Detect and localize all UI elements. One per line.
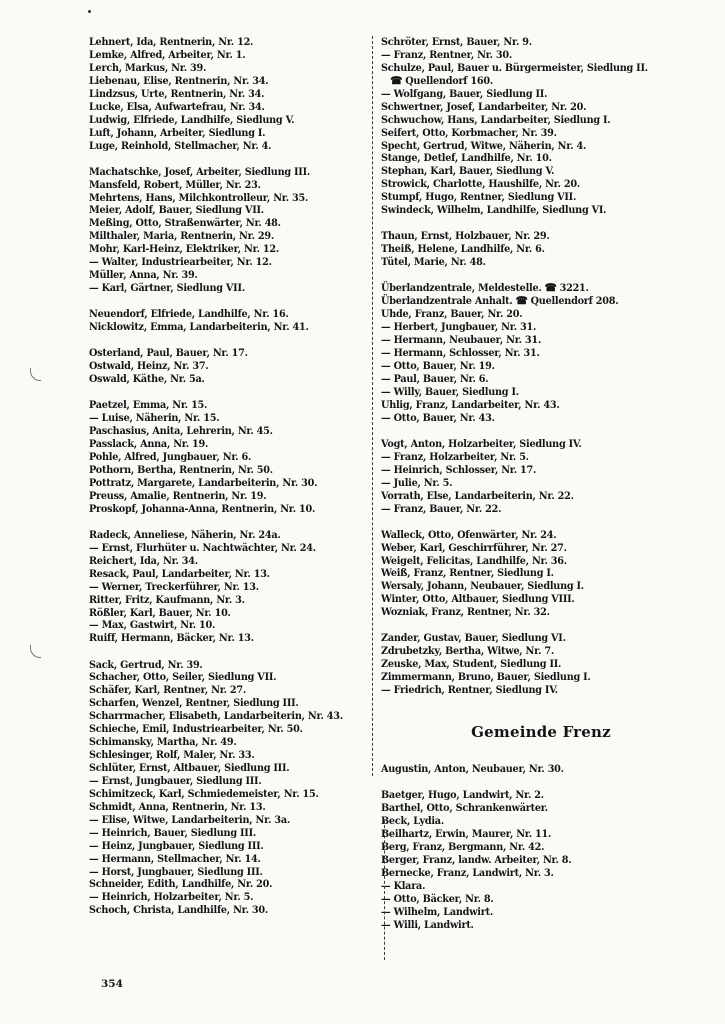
directory-entry: Lucke, Elsa, Aufwartefrau, Nr. 34. [89, 100, 265, 113]
directory-entry: Ritter, Fritz, Kaufmann, Nr. 3. [89, 593, 245, 606]
directory-entry: Schimansky, Martha, Nr. 49. [89, 736, 237, 749]
right-column [381, 36, 681, 945]
print-dot [88, 10, 91, 13]
directory-entry: Baetger, Hugo, Landwirt, Nr. 2. [381, 789, 544, 802]
directory-entry: — Otto, Bäcker, Nr. 8. [381, 892, 494, 905]
directory-entry: — Otto, Bauer, Nr. 43. [381, 411, 495, 424]
directory-entry: Neuendorf, Elfriede, Landhilfe, Nr. 16. [89, 308, 289, 321]
directory-entry: — Franz, Holzarbeiter, Nr. 5. [381, 450, 529, 463]
directory-entry: Schulze, Paul, Bauer u. Bürgermeister, Siedlung II. [381, 61, 648, 74]
directory-entry: Pottratz, Margarete, Landarbeiterin, Nr. 30. [89, 476, 318, 489]
directory-entry: — Franz, Rentner, Nr. 30. [381, 48, 513, 61]
directory-entry: Barthel, Otto, Schrankenwärter. [381, 802, 548, 815]
directory-entry: Scharrmacher, Elisabeth, Landarbeiterin, Nr. 43. [89, 710, 343, 723]
directory-entry: Oswald, Käthe, Nr. 5a. [89, 373, 205, 386]
directory-entry: Schieche, Emil, Industriearbeiter, Nr. 50. [89, 723, 303, 736]
directory-entry: Bernecke, Franz, Landwirt, Nr. 3. [381, 866, 554, 879]
directory-entry: Specht, Gertrud, Witwe, Näherin, Nr. 4. [381, 139, 587, 152]
directory-entry: Schoch, Christa, Landhilfe, Nr. 30. [89, 904, 269, 917]
section-heading: Gemeinde Frenz [471, 723, 611, 742]
column-divider [372, 36, 373, 776]
directory-entry: Schimitzeck, Karl, Schmiedemeister, Nr. 15. [89, 787, 319, 800]
directory-entry: Schneider, Edith, Landhilfe, Nr. 20. [89, 878, 273, 891]
directory-entry: Weiß, Franz, Rentner, Siedlung I. [381, 567, 554, 580]
directory-entry: — Herbert, Jungbauer, Nr. 31. [381, 321, 537, 334]
directory-entry: — Willy, Bauer, Siedlung I. [381, 385, 519, 398]
directory-entry: — Paul, Bauer, Nr. 6. [381, 372, 489, 385]
directory-entry: Schäfer, Karl, Rentner, Nr. 27. [89, 684, 247, 697]
directory-entry: Beck, Lydia. [381, 815, 444, 828]
directory-entry: — Ernst, Jungbauer, Siedlung III. [89, 774, 262, 787]
margin-mark [30, 645, 41, 658]
directory-entry: Luge, Reinhold, Stellmacher, Nr. 4. [89, 139, 272, 152]
entry-group [381, 763, 681, 776]
directory-entry: ☎ Quellendorf 160. [390, 74, 493, 87]
entry-group [89, 166, 359, 295]
directory-entry: Überlandzentrale Anhalt. ☎ Quellendorf 208. [381, 295, 619, 308]
directory-entry: Ostwald, Heinz, Nr. 37. [89, 360, 209, 373]
entry-group [381, 438, 681, 516]
directory-entry: Müller, Anna, Nr. 39. [89, 269, 198, 282]
directory-entry: Wersaly, Johann, Neubauer, Siedlung I. [381, 580, 584, 593]
entry-group [381, 230, 681, 269]
directory-entry: — Heinrich, Holzarbeiter, Nr. 5. [89, 891, 254, 904]
directory-entry: Scharfen, Wenzel, Rentner, Siedlung III. [89, 697, 299, 710]
directory-entry: Passlack, Anna, Nr. 19. [89, 438, 209, 451]
entry-group [381, 632, 681, 697]
directory-entry: — Hermann, Schlosser, Nr. 31. [381, 347, 540, 359]
directory-entry: Lemke, Alfred, Arbeiter, Nr. 1. [89, 48, 246, 61]
entry-group [89, 529, 359, 645]
directory-entry: Lehnert, Ida, Rentnerin, Nr. 12. [89, 36, 254, 48]
directory-entry: Machatschke, Josef, Arbeiter, Siedlung III. [89, 165, 311, 178]
column-divider-lower [384, 820, 385, 960]
directory-entry: Swindeck, Wilhelm, Landhilfe, Siedlung VI. [381, 204, 607, 217]
directory-entry: Berg, Franz, Bergmann, Nr. 42. [381, 840, 545, 853]
directory-entry: Proskopf, Johanna-Anna, Rentnerin, Nr. 10. [89, 502, 316, 515]
directory-entry: Osterland, Paul, Bauer, Nr. 17. [89, 347, 248, 360]
entry-group [381, 529, 681, 620]
directory-entry: — Wolfgang, Bauer, Siedlung II. [381, 87, 548, 100]
directory-entry: Schacher, Otto, Seiler, Siedlung VII. [89, 671, 277, 684]
directory-entry: Luft, Johann, Arbeiter, Siedlung I. [89, 126, 266, 139]
directory-entry: Zander, Gustav, Bauer, Siedlung VI. [381, 632, 566, 645]
directory-entry: Augustin, Anton, Neubauer, Nr. 30. [381, 763, 564, 776]
directory-entry: — Willi, Landwirt. [381, 918, 474, 931]
directory-entry: Weber, Karl, Geschirrführer, Nr. 27. [381, 541, 567, 554]
directory-entry: Überlandzentrale, Meldestelle. ☎ 3221. [381, 282, 589, 295]
directory-entry: Pohle, Alfred, Jungbauer, Nr. 6. [89, 451, 252, 463]
directory-entry: Meßing, Otto, Straßenwärter, Nr. 48. [89, 217, 281, 230]
directory-entry: Rößler, Karl, Bauer, Nr. 10. [89, 606, 231, 619]
directory-entry: Vogt, Anton, Holzarbeiter, Siedlung IV. [381, 437, 582, 450]
directory-entry: Vorrath, Else, Landarbeiterin, Nr. 22. [381, 489, 574, 502]
directory-entry: Lindzsus, Urte, Rentnerin, Nr. 34. [89, 87, 265, 100]
directory-entry: — Werner, Treckerführer, Nr. 13. [89, 580, 259, 593]
directory-entry: — Wilhelm, Landwirt. [381, 905, 493, 918]
directory-entry: Winter, Otto, Altbauer, Siedlung VIII. [381, 593, 575, 606]
margin-mark [30, 368, 41, 381]
directory-entry: Liebenau, Elise, Rentnerin, Nr. 34. [89, 74, 269, 87]
directory-entry: — Friedrich, Rentner, Siedlung IV. [381, 684, 558, 697]
directory-entry: Stumpf, Hugo, Rentner, Siedlung VII. [381, 191, 577, 204]
directory-entry: — Klara. [381, 879, 426, 892]
directory-entry: Uhde, Franz, Bauer, Nr. 20. [381, 308, 523, 321]
directory-entry: Beilhartz, Erwin, Maurer, Nr. 11. [381, 828, 552, 840]
entry-group [381, 789, 681, 931]
directory-entry: Stange, Detlef, Landhilfe, Nr. 10. [381, 152, 552, 165]
directory-entry: Zeuske, Max, Student, Siedlung II. [381, 658, 562, 671]
directory-entry: Radeck, Anneliese, Näherin, Nr. 24a. [89, 528, 281, 541]
directory-entry: — Franz, Bauer, Nr. 22. [381, 502, 502, 515]
directory-entry: — Heinrich, Bauer, Siedlung III. [89, 826, 257, 839]
directory-entry: Zimmermann, Bruno, Bauer, Siedlung I. [381, 671, 591, 684]
directory-entry: Schlüter, Ernst, Altbauer, Siedlung III. [89, 762, 290, 774]
directory-entry: Ruiff, Hermann, Bäcker, Nr. 13. [89, 632, 254, 645]
directory-entry: Reichert, Ida, Nr. 34. [89, 554, 198, 567]
directory-entry: Lerch, Markus, Nr. 39. [89, 61, 207, 74]
directory-entry: Wozniak, Franz, Rentner, Nr. 32. [381, 606, 550, 619]
entry-group [89, 347, 359, 386]
directory-entry: Mansfeld, Robert, Müller, Nr. 23. [89, 178, 261, 191]
entry-group [381, 282, 681, 424]
entry-group [89, 659, 359, 918]
left-column [89, 36, 359, 930]
directory-entry: — Heinz, Jungbauer, Siedlung III. [89, 839, 264, 852]
directory-entry: Nicklowitz, Emma, Landarbeiterin, Nr. 41. [89, 321, 309, 334]
directory-entry: Stephan, Karl, Bauer, Siedlung V. [381, 165, 555, 178]
directory-entry: — Elise, Witwe, Landarbeiterin, Nr. 3a. [89, 813, 291, 826]
directory-entry: — Otto, Bauer, Nr. 19. [381, 359, 495, 372]
directory-entry: Thaun, Ernst, Holzbauer, Nr. 29. [381, 230, 550, 243]
directory-entry: — Heinrich, Schlosser, Nr. 17. [381, 463, 537, 476]
directory-entry: — Hermann, Neubauer, Nr. 31. [381, 334, 542, 347]
directory-entry: Mehrtens, Hans, Milchkontrolleur, Nr. 35. [89, 191, 309, 204]
directory-entry: — Karl, Gärtner, Siedlung VII. [89, 282, 245, 295]
entry-group [89, 36, 359, 152]
directory-entry: Milthaler, Maria, Rentnerin, Nr. 29. [89, 230, 275, 243]
directory-entry: Paetzel, Emma, Nr. 15. [89, 399, 208, 412]
directory-entry: Meier, Adolf, Bauer, Siedlung VII. [89, 204, 264, 217]
directory-entry: Resack, Paul, Landarbeiter, Nr. 13. [89, 567, 270, 580]
directory-entry: Weigelt, Felicitas, Landhilfe, Nr. 36. [381, 554, 567, 567]
directory-entry: Ludwig, Elfriede, Landhilfe, Siedlung V. [89, 113, 295, 126]
directory-entry: — Horst, Jungbauer, Siedlung III. [89, 865, 263, 878]
directory-entry: Mohr, Karl-Heinz, Elektriker, Nr. 12. [89, 243, 279, 256]
directory-entry: Theiß, Helene, Landhilfe, Nr. 6. [381, 243, 545, 256]
entry-group [381, 36, 681, 217]
directory-entry: Zdrubetzky, Bertha, Witwe, Nr. 7. [381, 645, 554, 658]
entry-group [89, 399, 359, 515]
directory-entry: Uhlig, Franz, Landarbeiter, Nr. 43. [381, 398, 560, 411]
directory-entry: Sack, Gertrud, Nr. 39. [89, 658, 203, 671]
directory-entry: — Walter, Industriearbeiter, Nr. 12. [89, 256, 272, 269]
directory-entry: — Max, Gastwirt, Nr. 10. [89, 619, 216, 632]
directory-entry: Seifert, Otto, Korbmacher, Nr. 39. [381, 126, 557, 139]
directory-entry: Schmidt, Anna, Rentnerin, Nr. 13. [89, 800, 266, 813]
directory-entry: Preuss, Amalie, Rentnerin, Nr. 19. [89, 489, 267, 502]
directory-entry: Pothorn, Bertha, Rentnerin, Nr. 50. [89, 463, 273, 476]
directory-entry: Schröter, Ernst, Bauer, Nr. 9. [381, 36, 532, 48]
directory-entry: Tütel, Marie, Nr. 48. [381, 256, 486, 269]
directory-entry: — Julie, Nr. 5. [381, 476, 453, 489]
entry-group [89, 308, 359, 334]
directory-entry: Schwuchow, Hans, Landarbeiter, Siedlung I. [381, 113, 611, 126]
directory-entry: — Ernst, Flurhüter u. Nachtwächter, Nr. 24. [89, 541, 316, 554]
directory-entry: Berger, Franz, landw. Arbeiter, Nr. 8. [381, 853, 572, 866]
directory-entry: — Luise, Näherin, Nr. 15. [89, 412, 220, 425]
directory-entry: Strowick, Charlotte, Haushilfe, Nr. 20. [381, 178, 581, 191]
page-number: 354 [101, 978, 123, 990]
directory-entry: Paschasius, Anita, Lehrerin, Nr. 45. [89, 425, 273, 438]
directory-entry: Walleck, Otto, Ofenwärter, Nr. 24. [381, 528, 557, 541]
directory-entry: — Hermann, Stellmacher, Nr. 14. [89, 852, 261, 865]
directory-entry: Schwertner, Josef, Landarbeiter, Nr. 20. [381, 100, 587, 113]
directory-entry: Schlesinger, Rolf, Maler, Nr. 33. [89, 749, 255, 762]
